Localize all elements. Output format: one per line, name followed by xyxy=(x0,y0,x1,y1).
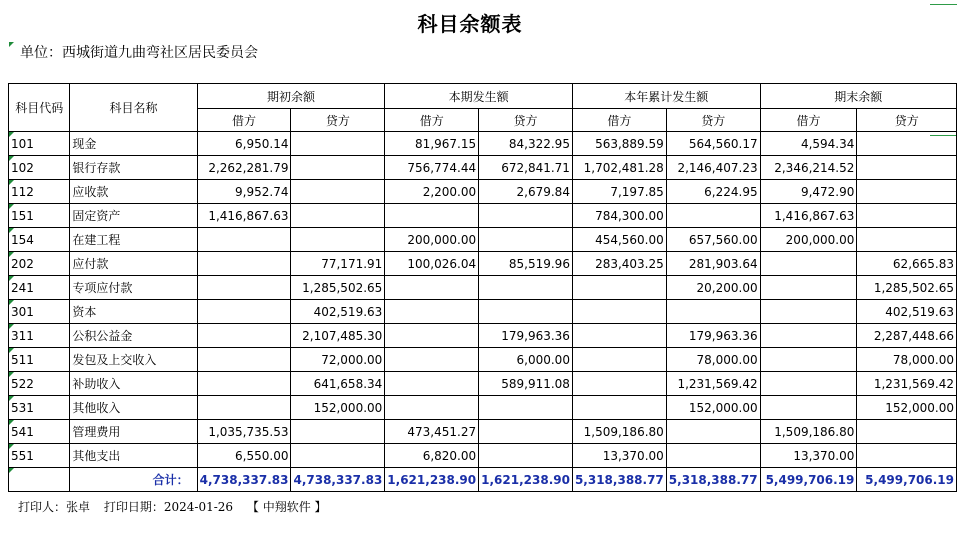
account-code-cell xyxy=(9,180,70,204)
account-code-cell xyxy=(9,444,70,468)
col-header-name: 科目名称 xyxy=(70,84,197,132)
amount-cell: 2,146,407.23 xyxy=(666,156,760,180)
amount-cell xyxy=(760,324,857,348)
amount-cell xyxy=(197,396,291,420)
amount-cell xyxy=(479,300,573,324)
amount-cell: 78,000.00 xyxy=(857,348,957,372)
amount-cell: 1,416,867.63 xyxy=(760,204,857,228)
amount-cell xyxy=(291,444,385,468)
account-code-cell xyxy=(9,372,70,396)
amount-cell xyxy=(197,252,291,276)
table-row xyxy=(9,252,957,276)
amount-cell: 657,560.00 xyxy=(666,228,760,252)
amount-cell: 78,000.00 xyxy=(666,348,760,372)
col-group-closing: 期末余额 xyxy=(760,84,956,109)
col-header-credit: 贷方 xyxy=(666,109,760,132)
amount-cell xyxy=(291,420,385,444)
amount-cell: 152,000.00 xyxy=(291,396,385,420)
amount-cell: 152,000.00 xyxy=(666,396,760,420)
table-row xyxy=(9,180,957,204)
account-code-cell xyxy=(9,204,70,228)
amount-cell: 77,171.91 xyxy=(291,252,385,276)
amount-cell xyxy=(666,204,760,228)
amount-cell xyxy=(385,372,479,396)
account-code-cell xyxy=(9,228,70,252)
cell-marker-icon xyxy=(9,324,14,329)
account-name-cell: 管理费用 xyxy=(70,420,197,444)
amount-cell xyxy=(197,228,291,252)
amount-cell: 72,000.00 xyxy=(291,348,385,372)
amount-cell xyxy=(291,132,385,156)
total-row xyxy=(9,468,957,492)
account-code-cell xyxy=(9,324,70,348)
account-name-cell: 资本 xyxy=(70,300,197,324)
cell-marker-icon xyxy=(9,276,14,281)
amount-cell: 281,903.64 xyxy=(666,252,760,276)
cell-marker-icon xyxy=(9,42,14,47)
amount-cell xyxy=(479,420,573,444)
account-code-cell xyxy=(9,132,70,156)
amount-cell xyxy=(572,372,666,396)
col-group-opening: 期初余额 xyxy=(197,84,385,109)
account-name-cell: 固定资产 xyxy=(70,204,197,228)
table-row xyxy=(9,348,957,372)
account-code-text: 531 xyxy=(11,400,34,415)
account-name-cell: 发包及上交收入 xyxy=(70,348,197,372)
unit-label: 单位：西城街道九曲弯社区居民委员会 xyxy=(20,45,258,61)
account-code-text: 112 xyxy=(11,184,34,199)
total-amount-cell: 4,738,337.83 xyxy=(197,468,291,492)
amount-cell: 672,841.71 xyxy=(479,156,573,180)
table-row xyxy=(9,204,957,228)
amount-cell xyxy=(572,300,666,324)
amount-cell xyxy=(291,180,385,204)
account-code-text: 311 xyxy=(11,328,34,343)
amount-cell: 1,035,735.53 xyxy=(197,420,291,444)
amount-cell xyxy=(385,300,479,324)
amount-cell xyxy=(857,180,957,204)
amount-cell: 6,224.95 xyxy=(666,180,760,204)
account-code-cell xyxy=(9,396,70,420)
printer-label: 打印人：张卓 xyxy=(18,500,91,514)
amount-cell: 1,702,481.28 xyxy=(572,156,666,180)
amount-cell xyxy=(479,396,573,420)
col-header-debit: 借方 xyxy=(385,109,479,132)
table-row xyxy=(9,156,957,180)
amount-cell xyxy=(479,228,573,252)
account-code-text: 551 xyxy=(11,448,34,463)
amount-cell xyxy=(857,228,957,252)
total-amount-cell: 1,621,238.90 xyxy=(479,468,573,492)
cell-marker-icon xyxy=(9,180,14,185)
table-row xyxy=(9,444,957,468)
amount-cell xyxy=(197,324,291,348)
amount-cell: 563,889.59 xyxy=(572,132,666,156)
amount-cell xyxy=(760,372,857,396)
total-amount-cell: 5,318,388.77 xyxy=(572,468,666,492)
table-row xyxy=(9,420,957,444)
col-header-credit: 贷方 xyxy=(291,109,385,132)
amount-cell xyxy=(197,300,291,324)
amount-cell: 641,658.34 xyxy=(291,372,385,396)
account-name-cell: 公积公益金 xyxy=(70,324,197,348)
account-code-cell xyxy=(9,276,70,300)
col-header-debit: 借方 xyxy=(572,109,666,132)
amount-cell xyxy=(857,132,957,156)
table-row xyxy=(9,372,957,396)
col-group-period: 本期发生额 xyxy=(385,84,573,109)
amount-cell: 84,322.95 xyxy=(479,132,573,156)
account-name-cell: 银行存款 xyxy=(70,156,197,180)
account-code-cell xyxy=(9,420,70,444)
amount-cell: 13,370.00 xyxy=(760,444,857,468)
amount-cell: 100,026.04 xyxy=(385,252,479,276)
balance-table xyxy=(8,83,957,492)
amount-cell: 7,197.85 xyxy=(572,180,666,204)
amount-cell xyxy=(857,156,957,180)
amount-cell: 13,370.00 xyxy=(572,444,666,468)
amount-cell xyxy=(760,396,857,420)
amount-cell: 756,774.44 xyxy=(385,156,479,180)
account-name-cell: 应收款 xyxy=(70,180,197,204)
cell-marker-icon xyxy=(9,348,14,353)
amount-cell: 402,519.63 xyxy=(291,300,385,324)
col-header-credit: 贷方 xyxy=(857,109,957,132)
amount-cell xyxy=(666,420,760,444)
amount-cell: 152,000.00 xyxy=(857,396,957,420)
amount-cell: 1,231,569.42 xyxy=(666,372,760,396)
software-label: 【 中翔软件 】 xyxy=(246,500,327,514)
account-code-text: 101 xyxy=(11,136,34,151)
amount-cell xyxy=(197,372,291,396)
amount-cell xyxy=(291,156,385,180)
col-header-debit: 借方 xyxy=(197,109,291,132)
amount-cell xyxy=(197,348,291,372)
cell-marker-icon xyxy=(9,468,14,473)
amount-cell: 564,560.17 xyxy=(666,132,760,156)
amount-cell: 784,300.00 xyxy=(572,204,666,228)
amount-cell: 9,952.74 xyxy=(197,180,291,204)
account-code-text: 154 xyxy=(11,232,34,247)
col-header-code: 科目代码 xyxy=(9,84,70,132)
table-row xyxy=(9,132,957,156)
amount-cell: 200,000.00 xyxy=(385,228,479,252)
amount-cell: 6,000.00 xyxy=(479,348,573,372)
account-code-cell xyxy=(9,300,70,324)
cell-marker-icon xyxy=(9,300,14,305)
amount-cell xyxy=(385,204,479,228)
table-row xyxy=(9,324,957,348)
amount-cell: 2,679.84 xyxy=(479,180,573,204)
cell-marker-icon xyxy=(9,228,14,233)
total-amount-cell: 4,738,337.83 xyxy=(291,468,385,492)
amount-cell xyxy=(479,444,573,468)
account-code-text: 102 xyxy=(11,160,34,175)
amount-cell: 1,509,186.80 xyxy=(572,420,666,444)
amount-cell xyxy=(385,396,479,420)
total-amount-cell: 5,318,388.77 xyxy=(666,468,760,492)
amount-cell xyxy=(857,444,957,468)
amount-cell xyxy=(760,276,857,300)
account-name-cell: 在建工程 xyxy=(70,228,197,252)
total-amount-cell: 5,499,706.19 xyxy=(760,468,857,492)
amount-cell: 6,820.00 xyxy=(385,444,479,468)
amount-cell xyxy=(197,276,291,300)
account-name-cell: 现金 xyxy=(70,132,197,156)
account-code-cell xyxy=(9,348,70,372)
amount-cell: 454,560.00 xyxy=(572,228,666,252)
amount-cell: 2,287,448.66 xyxy=(857,324,957,348)
col-header-debit: 借方 xyxy=(760,109,857,132)
amount-cell: 589,911.08 xyxy=(479,372,573,396)
account-code-cell xyxy=(9,156,70,180)
amount-cell xyxy=(760,300,857,324)
amount-cell: 1,231,569.42 xyxy=(857,372,957,396)
account-name-cell: 专项应付款 xyxy=(70,276,197,300)
total-amount-cell: 5,499,706.19 xyxy=(857,468,957,492)
account-code-text: 541 xyxy=(11,424,34,439)
account-name-cell: 其他收入 xyxy=(70,396,197,420)
amount-cell xyxy=(857,204,957,228)
amount-cell xyxy=(572,348,666,372)
table-row xyxy=(9,300,957,324)
table-row xyxy=(9,396,957,420)
account-code-text: 511 xyxy=(11,352,34,367)
amount-cell: 283,403.25 xyxy=(572,252,666,276)
cell-marker-icon xyxy=(9,372,14,377)
amount-cell: 179,963.36 xyxy=(666,324,760,348)
cell-marker-icon xyxy=(9,420,14,425)
amount-cell: 1,285,502.65 xyxy=(291,276,385,300)
amount-cell: 473,451.27 xyxy=(385,420,479,444)
amount-cell: 81,967.15 xyxy=(385,132,479,156)
amount-cell xyxy=(291,204,385,228)
account-name-cell: 补助收入 xyxy=(70,372,197,396)
amount-cell xyxy=(572,324,666,348)
col-header-credit: 贷方 xyxy=(479,109,573,132)
cell-marker-icon xyxy=(9,156,14,161)
amount-cell: 2,262,281.79 xyxy=(197,156,291,180)
amount-cell: 402,519.63 xyxy=(857,300,957,324)
col-group-ytd: 本年累计发生额 xyxy=(572,84,760,109)
amount-cell: 9,472.90 xyxy=(760,180,857,204)
account-name-cell: 应付款 xyxy=(70,252,197,276)
amount-cell xyxy=(479,276,573,300)
amount-cell: 6,550.00 xyxy=(197,444,291,468)
amount-cell: 2,200.00 xyxy=(385,180,479,204)
amount-cell xyxy=(385,276,479,300)
amount-cell xyxy=(666,444,760,468)
amount-cell xyxy=(857,420,957,444)
amount-cell xyxy=(291,228,385,252)
cell-marker-icon xyxy=(9,132,14,137)
amount-cell: 20,200.00 xyxy=(666,276,760,300)
amount-cell xyxy=(760,252,857,276)
amount-cell: 2,346,214.52 xyxy=(760,156,857,180)
total-label: 合计： xyxy=(70,468,197,492)
account-code-text: 241 xyxy=(11,280,34,295)
amount-cell: 1,416,867.63 xyxy=(197,204,291,228)
amount-cell xyxy=(385,348,479,372)
print-date-label: 打印日期：2024-01-26 xyxy=(103,500,234,514)
account-name-cell: 其他支出 xyxy=(70,444,197,468)
amount-cell: 6,950.14 xyxy=(197,132,291,156)
account-code-text: 522 xyxy=(11,376,34,391)
amount-cell: 2,107,485.30 xyxy=(291,324,385,348)
account-code-text: 202 xyxy=(11,256,34,271)
account-code-cell xyxy=(9,252,70,276)
account-code-text: 151 xyxy=(11,208,34,223)
header-row-groups xyxy=(9,84,957,109)
amount-cell xyxy=(385,324,479,348)
amount-cell xyxy=(479,204,573,228)
cell-marker-icon xyxy=(9,252,14,257)
amount-cell: 200,000.00 xyxy=(760,228,857,252)
amount-cell xyxy=(572,396,666,420)
amount-cell xyxy=(760,348,857,372)
cell-marker-icon xyxy=(9,204,14,209)
account-code-text: 301 xyxy=(11,304,34,319)
amount-cell xyxy=(572,276,666,300)
amount-cell: 4,594.34 xyxy=(760,132,857,156)
gridline xyxy=(930,4,957,5)
table-row xyxy=(9,228,957,252)
total-code-cell xyxy=(9,468,70,492)
report-footer xyxy=(18,498,337,515)
amount-cell: 85,519.96 xyxy=(479,252,573,276)
amount-cell: 62,665.83 xyxy=(857,252,957,276)
cell-marker-icon xyxy=(9,444,14,449)
cell-marker-icon xyxy=(9,396,14,401)
amount-cell: 179,963.36 xyxy=(479,324,573,348)
amount-cell xyxy=(666,300,760,324)
amount-cell: 1,285,502.65 xyxy=(857,276,957,300)
table-row xyxy=(9,276,957,300)
amount-cell: 1,509,186.80 xyxy=(760,420,857,444)
total-amount-cell: 1,621,238.90 xyxy=(385,468,479,492)
report-title: 科目余额表 xyxy=(417,12,523,36)
